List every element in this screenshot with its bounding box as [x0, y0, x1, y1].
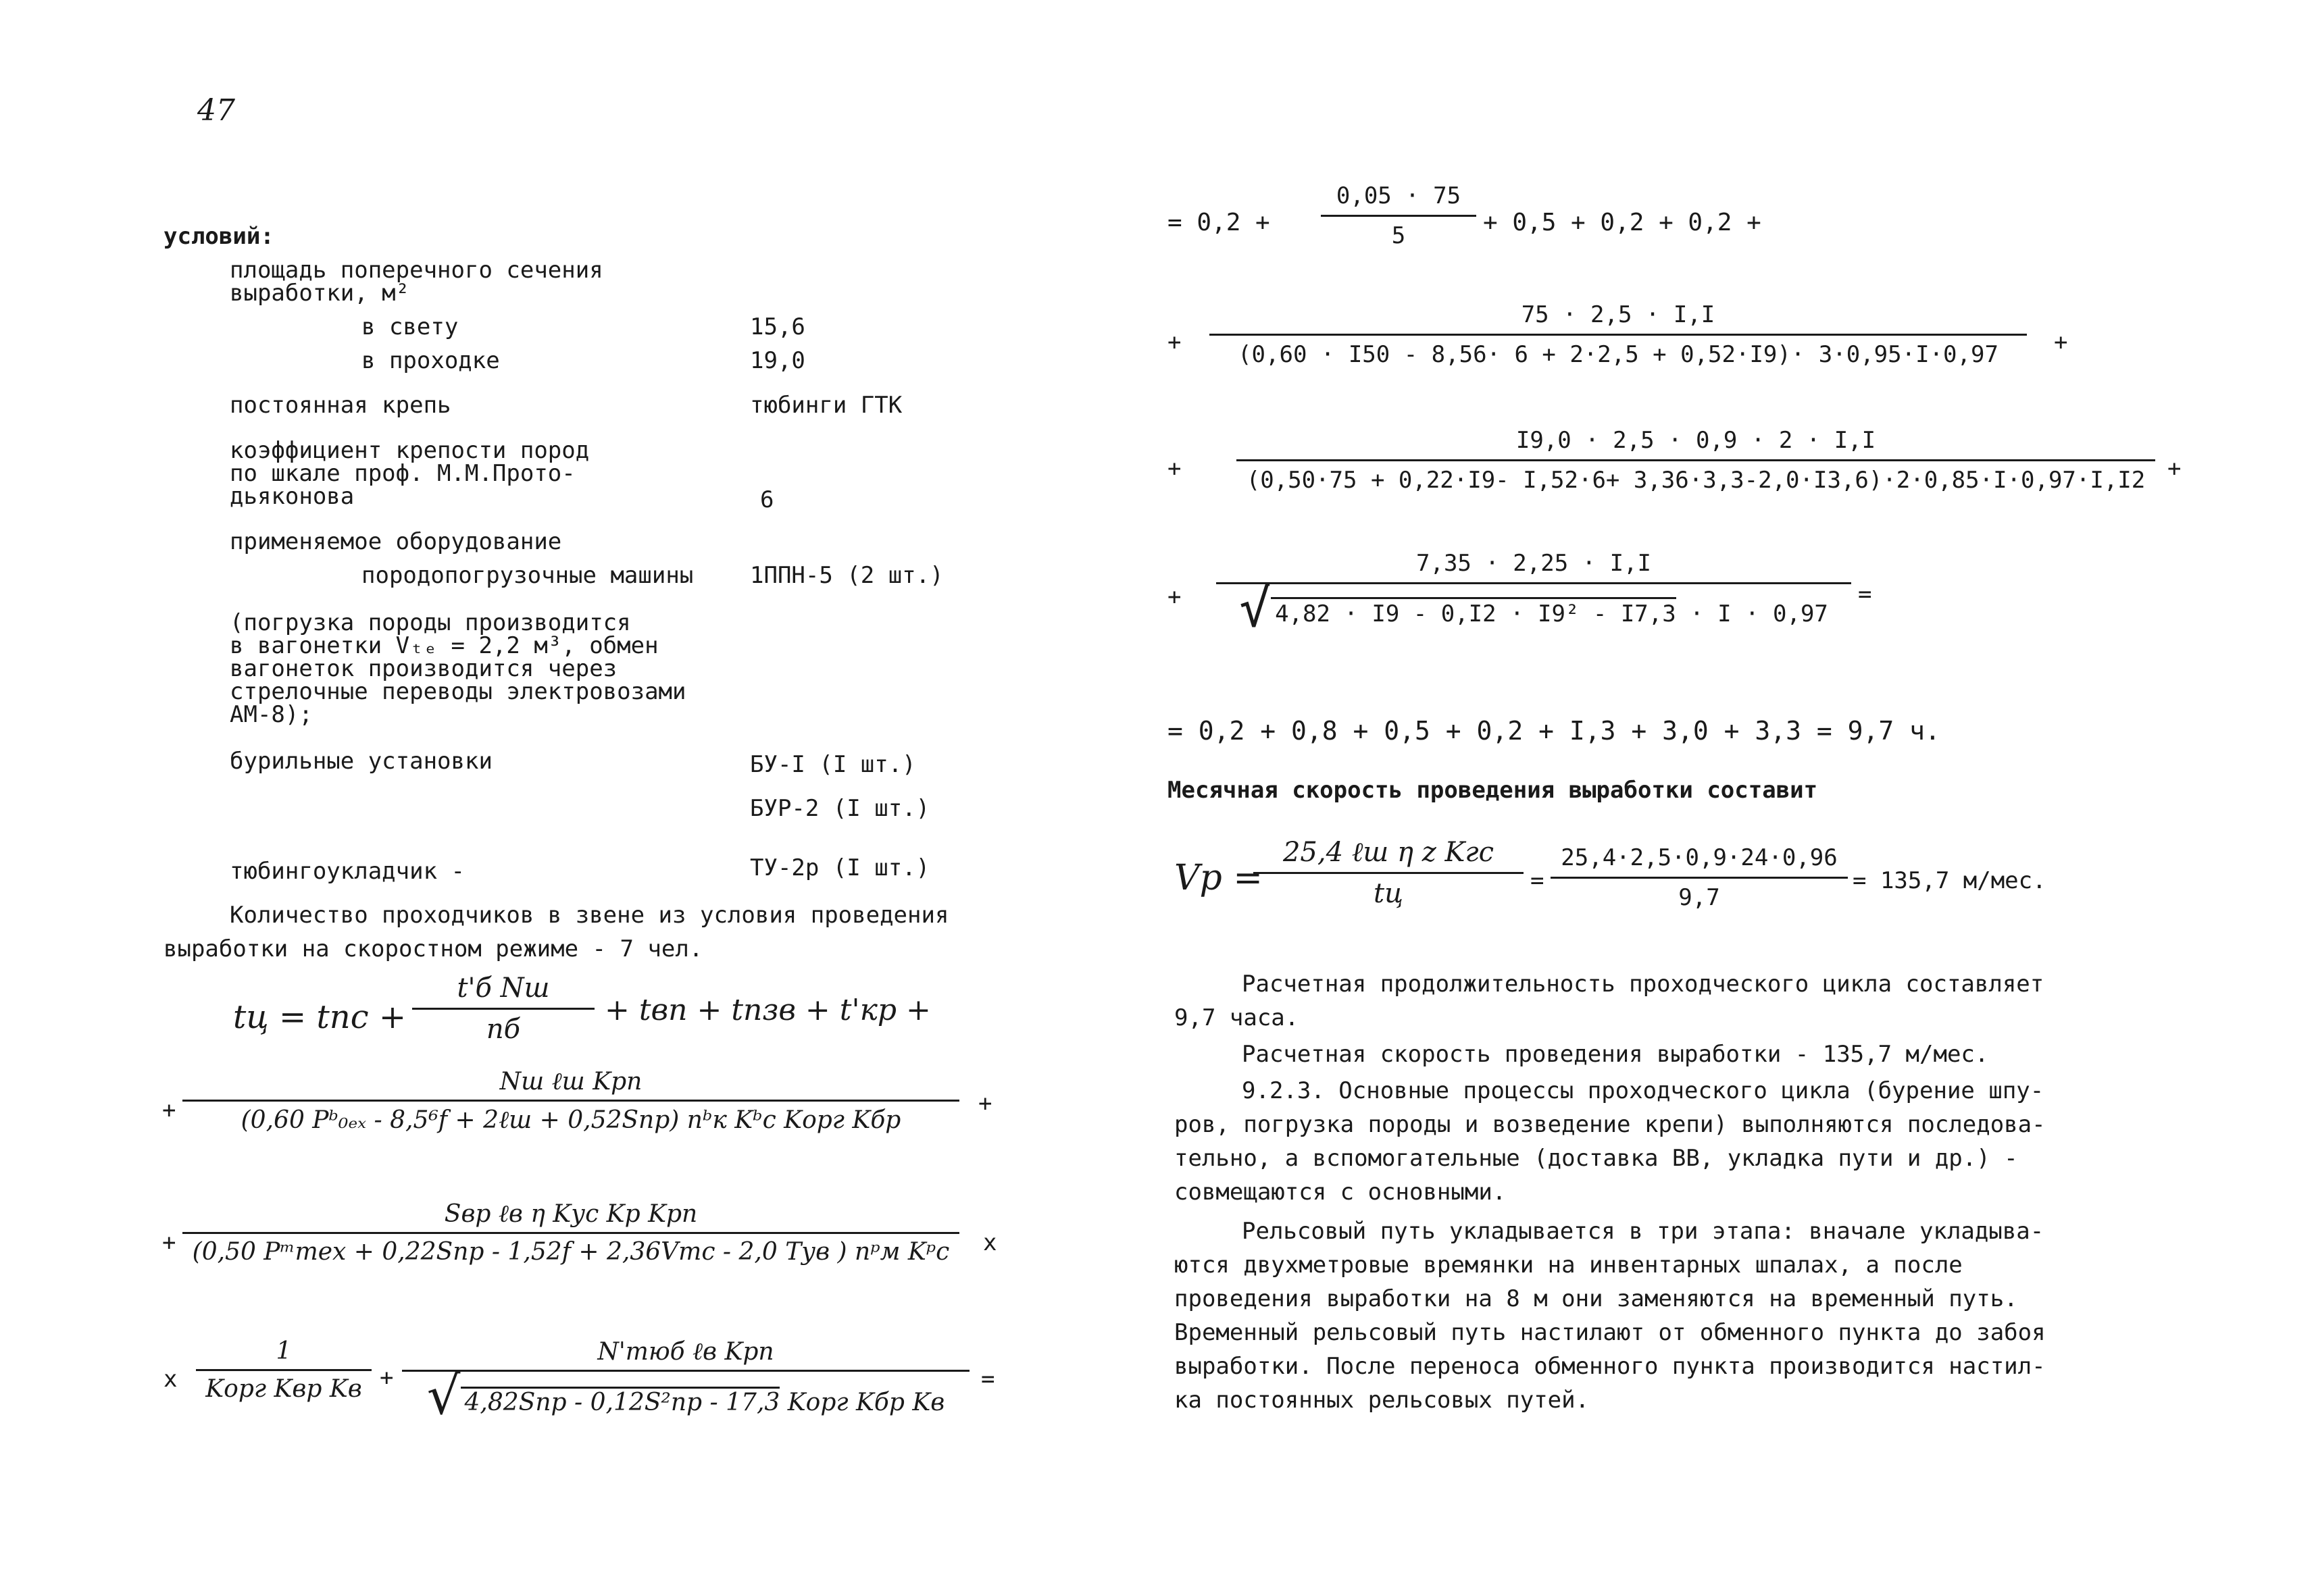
text-line: совмещаются с основными.	[1174, 1179, 1507, 1206]
calc-5-sum: = 0,2 + 0,8 + 0,5 + 0,2 + I,3 + 3,0 + 3,3 = 9,7 ч.	[1167, 716, 1940, 746]
calc-4-numerator: 7,35 · 2,25 · I,I	[1416, 550, 1651, 577]
text-line: Расчетная скорость проведения выработки - 135,7 м/мес.	[1242, 1041, 1989, 1068]
fraction-bar	[182, 1100, 959, 1102]
loaders-label: породопогрузочные машины	[361, 562, 694, 589]
crew-line-2: выработки на скоростном режиме - 7 чел.	[164, 935, 703, 962]
fraction-bar	[1236, 459, 2155, 461]
speed-formula-denominator-2: 9,7	[1678, 884, 1720, 911]
calc-3-fraction	[1236, 426, 2155, 495]
formula-2-denominator: (0,60 Pᵇ₀ₑₓ - 8,5⁶f + 2ℓш + 0,52Sпр) nᵇк Kᵇc Kорг Kбр	[241, 1106, 901, 1134]
speed-formula-numerator-2: 25,4·2,5·0,9·24·0,96	[1561, 844, 1838, 871]
in-drivage-value: 19,0	[750, 347, 805, 374]
fraction-bar	[1551, 877, 1848, 879]
formula-3-denominator: (0,50 Pᵐтех + 0,22Sпр - 1,52f + 2,36Vтc - 2,0 Tув ) nᵖм Kᵖc	[192, 1238, 950, 1266]
fraction-bar	[1321, 215, 1476, 217]
in-drivage-label: в проходке	[361, 347, 500, 374]
equipment-label: применяемое оборудование	[230, 528, 562, 555]
calc-2-denominator: (0,60 · I50 - 8,56· 6 + 2·2,5 + 0,52·I9)· 3·0,95·I·0,97	[1238, 341, 1998, 368]
note-line-4: стрелочные переводы электровозами	[230, 678, 686, 705]
formula-2-plus: +	[162, 1097, 176, 1124]
hardness-label-1: коэффициент крепости пород	[230, 437, 590, 464]
conditions-heading: условий:	[164, 223, 274, 250]
fraction-bar	[1209, 334, 2027, 336]
formula-3-end: x	[983, 1229, 997, 1256]
formula-4-fraction-1	[196, 1337, 372, 1403]
calc-1-lhs: = 0,2 +	[1167, 209, 1270, 236]
in-light-label: в свету	[361, 313, 459, 340]
note-line-2: в вагонетки Vₜₑ = 2,2 м³, обмен	[230, 632, 659, 659]
calc-4-denominator-rest: · I · 0,97	[1690, 600, 1828, 627]
calc-2-plus: +	[1167, 329, 1182, 356]
formula-4-denominator-1: Kорг Kвр Kв	[205, 1375, 362, 1403]
formula-4-plus: +	[380, 1364, 394, 1391]
drill-value-2: БУР-2 (I шт.)	[750, 795, 930, 822]
fraction-bar	[412, 1008, 595, 1010]
formula-4-x: x	[164, 1366, 178, 1393]
drill-label: бурильные установки	[230, 748, 493, 775]
formula-1-lhs: tц = tпс +	[233, 998, 407, 1036]
text-line: Расчетная продолжительность проходческого цикла составляет	[1242, 971, 2044, 998]
text-line: выработки. После переноса обменного пункта производится настил-	[1174, 1353, 2046, 1380]
speed-intro: Месячная скорость проведения выработки составит	[1167, 777, 1818, 804]
lining-value: тюбинги ГТК	[750, 392, 903, 419]
speed-formula-eq: =	[1530, 867, 1544, 894]
calc-1-numerator: 0,05 · 75	[1336, 182, 1461, 209]
formula-2-numerator: Nш ℓш Kрп	[499, 1068, 643, 1096]
text-line: ров, погрузка породы и возведение крепи) выполняются последова-	[1174, 1111, 2046, 1138]
calc-4-radicand: 4,82 · I9 - 0,I2 · I9² - I7,3	[1271, 597, 1676, 629]
formula-1-fraction	[412, 973, 595, 1045]
fraction-bar	[402, 1370, 970, 1372]
calc-4-end: =	[1858, 581, 1872, 608]
text-line: ются двухметровые времянки на инвентарных шпалах, а после	[1174, 1252, 1963, 1279]
text-line: Временный рельсовый путь настилают от обменного пункта до забоя	[1174, 1319, 2046, 1346]
calc-4-fraction	[1216, 548, 1851, 639]
formula-2-end: +	[978, 1090, 992, 1117]
speed-formula-fraction-2	[1551, 843, 1848, 912]
formula-4-denominator-2	[426, 1366, 945, 1426]
formula-4-denominator-rest: Kорг Kбр Kв	[787, 1389, 945, 1416]
formula-3-fraction	[182, 1200, 959, 1266]
formula-4-numerator-1: 1	[276, 1337, 292, 1365]
lining-label: постоянная крепь	[230, 392, 451, 419]
speed-formula-lhs: Vр =	[1174, 858, 1263, 898]
fraction-bar	[196, 1369, 372, 1371]
paragraph-cycle-duration	[1174, 967, 2044, 1035]
formula-4-fraction-2	[402, 1337, 970, 1426]
formula-1-rest: + tвп + tпзв + t'кр +	[605, 993, 931, 1027]
text-line: тельно, а вспомогательные (доставка ВВ, укладка пути и др.) -	[1174, 1145, 2018, 1172]
calc-2-fraction	[1209, 300, 2027, 369]
speed-formula-numerator-1: 25,4 ℓш η z Kгc	[1282, 837, 1494, 868]
formula-4-end: =	[981, 1366, 995, 1393]
hardness-label-2: по шкале проф. М.М.Прото-	[230, 460, 576, 487]
cross-section-label-2: выработки, м²	[230, 280, 410, 307]
formula-4-radicand: 4,82Sпр - 0,12S²пр - 17,3	[461, 1387, 780, 1416]
loaders-value: 1ППН-5 (2 шт.)	[750, 562, 944, 589]
formula-2-fraction	[182, 1067, 959, 1134]
calc-1-fraction	[1321, 181, 1476, 251]
crew-line-1: Количество проходчиков в звене из условия проведения	[230, 902, 949, 929]
paragraph-speed	[1174, 1037, 1988, 1071]
calc-2-numerator: 75 · 2,5 · I,I	[1521, 301, 1715, 328]
formula-3-plus: +	[162, 1229, 176, 1256]
formula-1-denominator: nб	[486, 1014, 521, 1045]
paragraph-rail-track	[1174, 1214, 2046, 1417]
page-number: 47	[197, 93, 235, 128]
calc-1-denominator: 5	[1391, 222, 1406, 249]
formula-1-numerator: t'б Nш	[457, 973, 550, 1004]
calc-3-numerator: I9,0 · 2,5 · 0,9 · 2 · I,I	[1515, 427, 1876, 454]
hardness-label-3: дьяконова	[230, 483, 355, 510]
tubing-label: тюбингоукладчик -	[230, 858, 465, 885]
paragraph-processes	[1174, 1074, 2046, 1209]
fraction-bar	[1216, 582, 1851, 584]
hardness-value: 6	[760, 486, 774, 513]
speed-formula-result: = 135,7 м/мес.	[1853, 867, 2046, 894]
tubing-value: ТУ-2р (I шт.)	[750, 854, 930, 881]
text-line: проведения выработки на 8 м они заменяются на временный путь.	[1174, 1285, 2018, 1312]
fraction-bar	[182, 1232, 959, 1234]
text-line: ка постоянных рельсовых путей.	[1174, 1387, 1590, 1414]
note-line-3: вагонеток производится через	[230, 655, 618, 682]
calc-2-end: +	[2054, 329, 2068, 356]
sqrt-icon: √	[426, 1366, 461, 1426]
calc-3-plus: +	[1167, 455, 1182, 482]
note-line-1: (погрузка породы производится	[230, 609, 631, 636]
sqrt-icon: √	[1239, 578, 1272, 639]
text-line: Рельсовый путь укладывается в три этапа: вначале укладыва-	[1242, 1218, 2044, 1245]
fraction-bar	[1253, 872, 1524, 874]
formula-4-numerator-2: N'тюб ℓв Kрп	[597, 1338, 774, 1366]
speed-formula-denominator-1: tц	[1374, 878, 1403, 909]
calc-4-denominator	[1239, 578, 1828, 639]
drill-value-1: БУ-I (I шт.)	[750, 751, 916, 778]
text-line: 9.2.3. Основные процессы проходческого цикла (бурение шпу-	[1242, 1077, 2044, 1104]
in-light-value: 15,6	[750, 313, 805, 340]
formula-3-numerator: Sвр ℓв η Kуc Kр Kрп	[444, 1200, 698, 1228]
cross-section-label-1: площадь поперечного сечения	[230, 257, 603, 284]
text-line: 9,7 часа.	[1174, 1004, 1299, 1031]
calc-4-plus: +	[1167, 584, 1182, 611]
calc-1-rest: + 0,5 + 0,2 + 0,2 +	[1483, 209, 1761, 236]
note-line-5: АМ-8);	[230, 701, 313, 728]
speed-formula-fraction-1	[1253, 836, 1524, 909]
calc-3-denominator: (0,50·75 + 0,22·I9- I,52·6+ 3,36·3,3-2,0·I3,6)·2·0,85·I·0,97·I,I2	[1246, 467, 2146, 494]
calc-3-end: +	[2167, 455, 2182, 482]
